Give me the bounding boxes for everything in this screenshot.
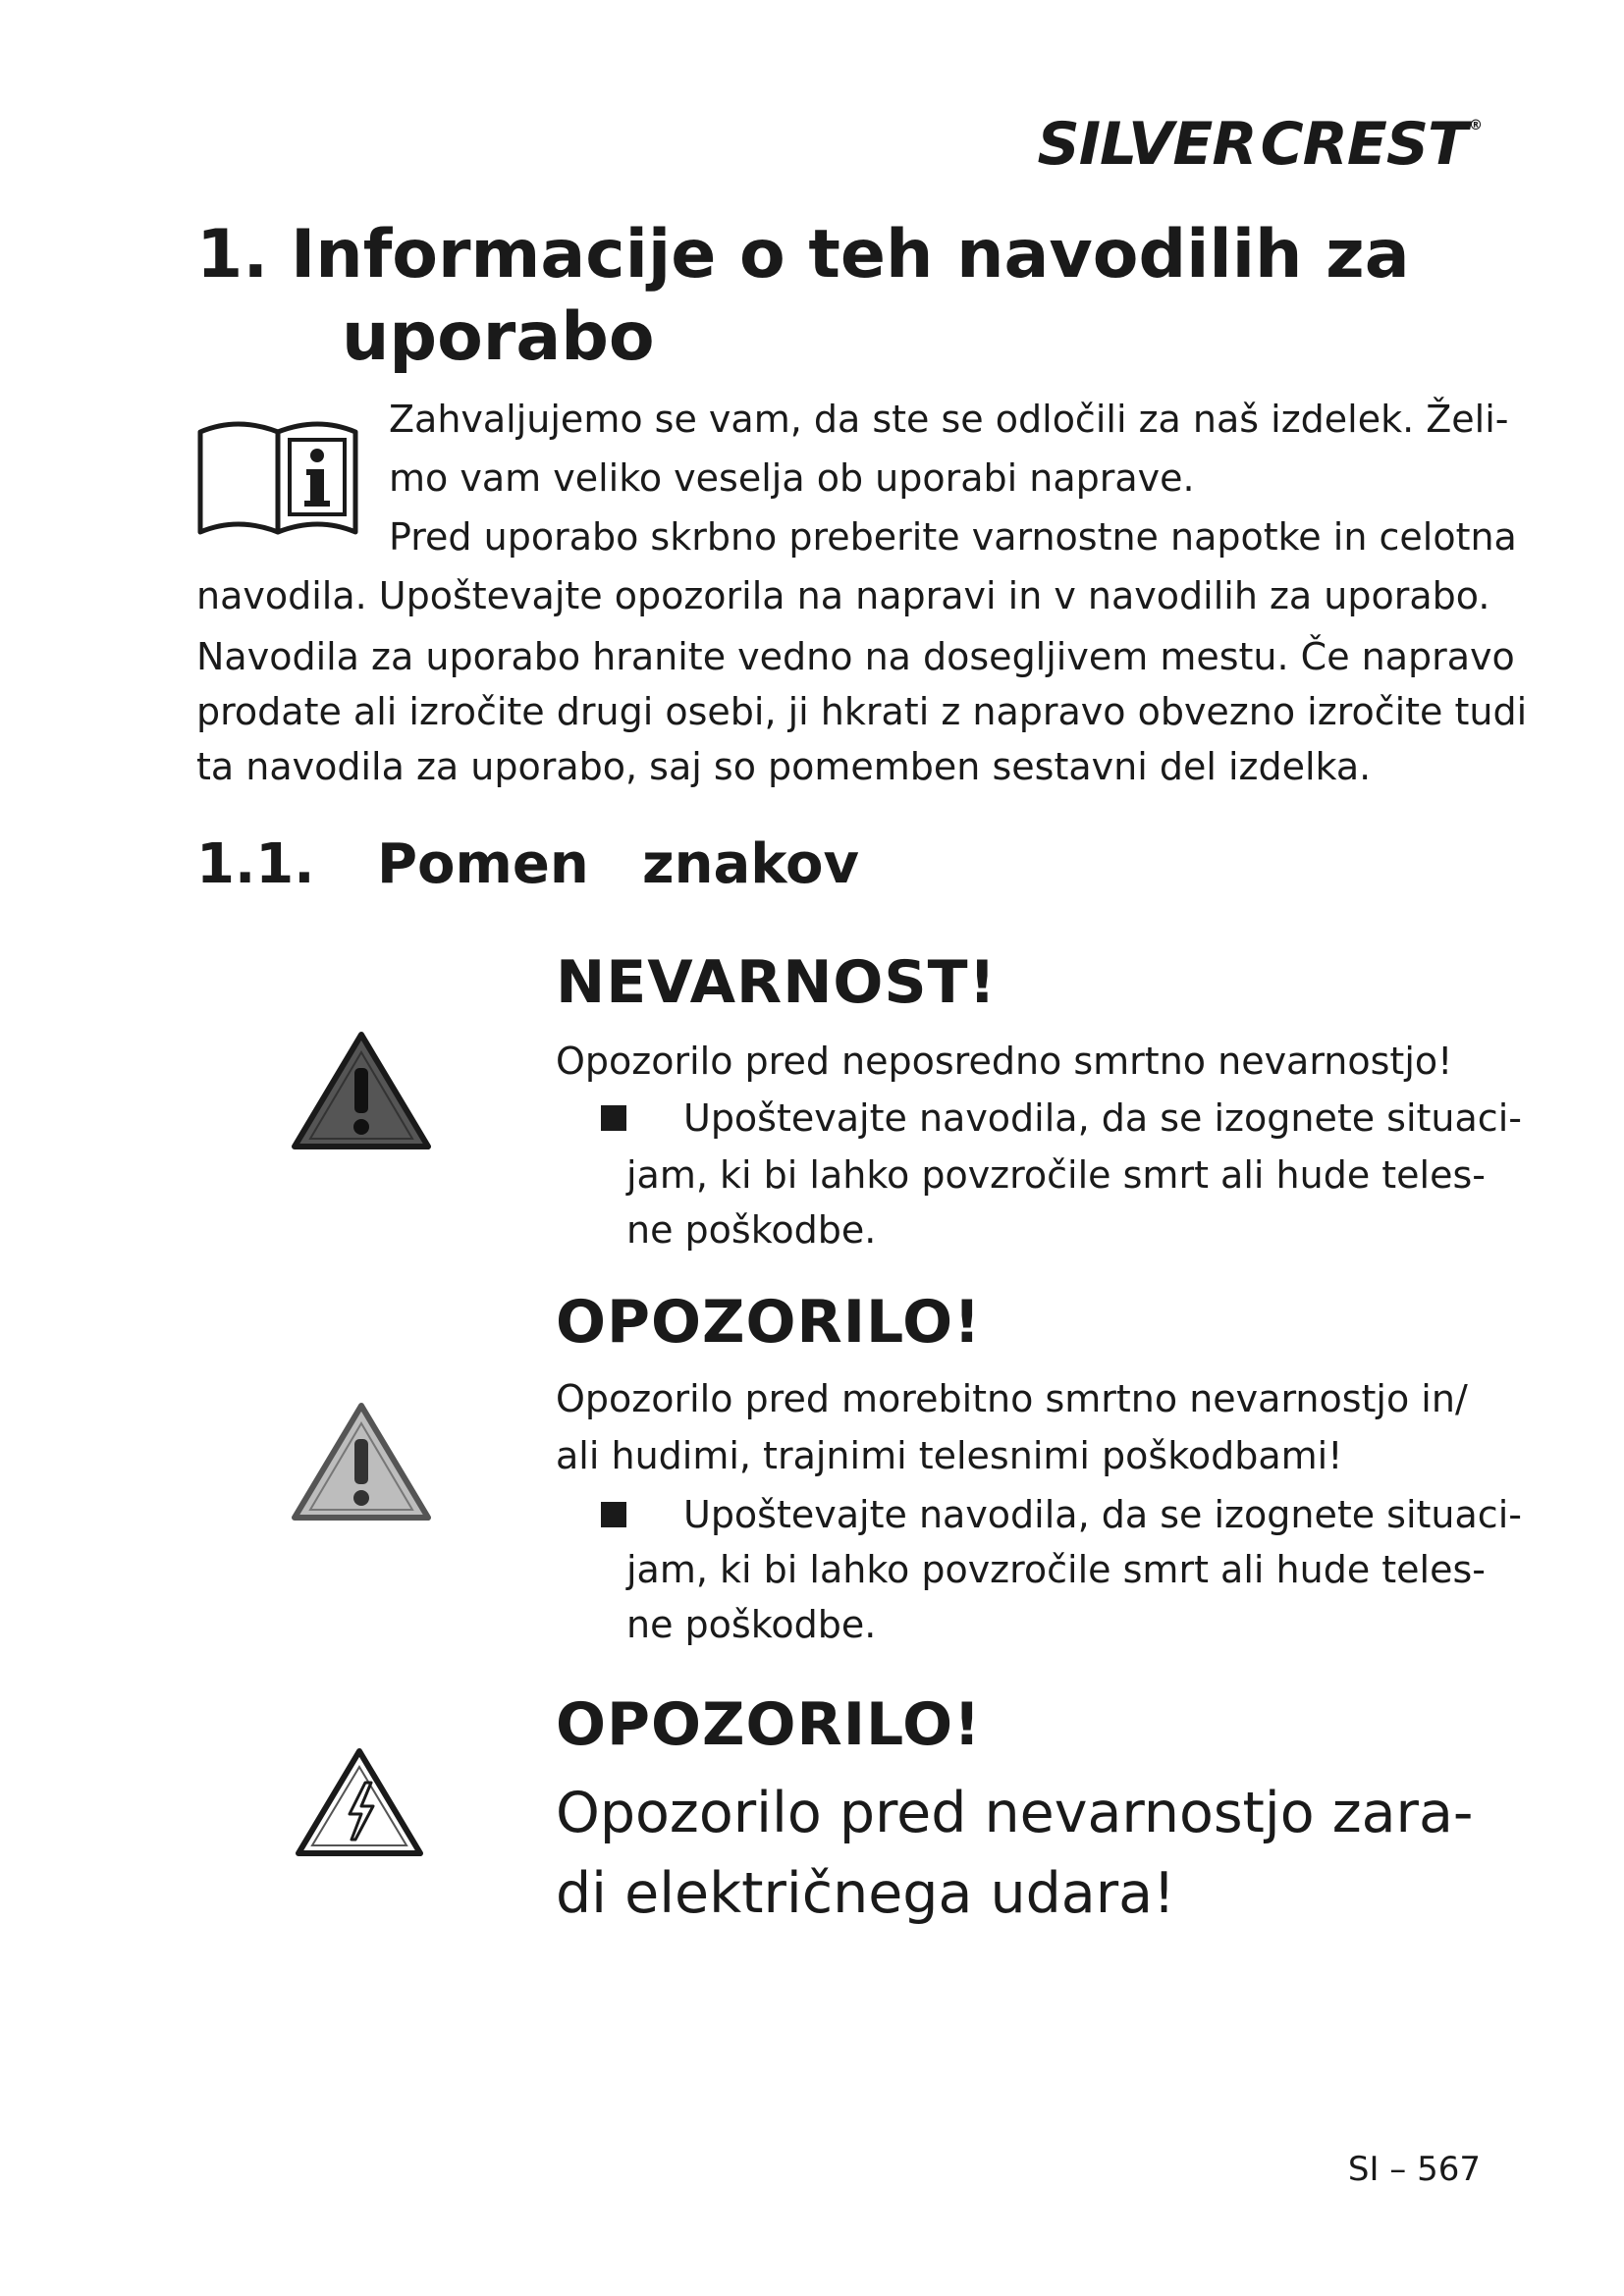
signal-danger-bullet-line-3: ne poškodbe. — [626, 1208, 877, 1252]
subsection-number: 1.1. — [196, 832, 315, 896]
intro-line-1: Zahvaljujemo se vam, da ste se odločili za naš izdelek. Želi- — [389, 398, 1509, 441]
section-title-line1: Informacije o teh navodilih za — [291, 216, 1410, 294]
page-number: SI – 567 — [1347, 2150, 1481, 2189]
section-heading — [196, 214, 1410, 379]
bullet-square-icon — [601, 1105, 626, 1131]
signal-electric-line-2: di električnega udara! — [556, 1861, 1175, 1926]
intro-line-2: mo vam veliko veselja ob uporabi naprave. — [389, 456, 1195, 500]
signal-warning-line-2: ali hudimi, trajnimi telesnimi poškodbami! — [556, 1434, 1343, 1477]
signal-title-danger: NEVARNOST! — [556, 948, 997, 1017]
brand-logo: SILVERCREST ® — [1037, 110, 1482, 179]
subsection-heading — [196, 832, 859, 896]
signal-danger-bullet-line-2: jam, ki bi lahko povzročile smrt ali hude teles- — [626, 1153, 1487, 1197]
signal-warning-bullet-line-2: jam, ki bi lahko povzročile smrt ali hude teles- — [626, 1548, 1487, 1591]
bullet-square-icon — [601, 1502, 626, 1527]
signal-title-electric-warning: OPOZORILO! — [556, 1690, 982, 1759]
intro-line-4: navodila. Upoštevajte opozorila na napravi in v navodilih za uporabo. — [196, 574, 1490, 617]
signal-electric-line-1: Opozorilo pred nevarnostjo zara- — [556, 1781, 1474, 1845]
intro-line-6: prodate ali izročite drugi osebi, ji hkrati z napravo obvezno izročite tudi — [196, 690, 1528, 733]
section-title-line2: uporabo — [342, 298, 655, 376]
intro-line-5: Navodila za uporabo hranite vedno na dosegljivem mestu. Če napravo — [196, 635, 1515, 678]
intro-line-3: Pred uporabo skrbno preberite varnostne napotke in celotna — [389, 515, 1517, 559]
warning-triangle-icon — [291, 1402, 432, 1522]
intro-line-7: ta navodila za uporabo, saj so pomemben sestavni del izdelka. — [196, 745, 1372, 788]
danger-warning-triangle-icon — [291, 1031, 432, 1150]
signal-warning-bullet-line-3: ne poškodbe. — [626, 1603, 877, 1646]
signal-warning-bullet-line-1: Upoštevajte navodila, da se izognete situaci- — [683, 1493, 1522, 1536]
signal-title-warning: OPOZORILO! — [556, 1288, 982, 1357]
electric-shock-triangle-icon — [295, 1747, 424, 1857]
signal-warning-line-1: Opozorilo pred morebitno smrtno nevarnostjo in/ — [556, 1377, 1468, 1420]
subsection-title-word1: Pomen — [377, 832, 589, 896]
subsection-title-word2: znakov — [642, 832, 859, 896]
registered-mark: ® — [1469, 118, 1482, 133]
section-number: 1. — [196, 216, 269, 294]
signal-danger-bullet-line-1: Upoštevajte navodila, da se izognete situaci- — [683, 1096, 1522, 1140]
book-info-icon — [196, 412, 359, 538]
signal-danger-line-1: Opozorilo pred neposredno smrtno nevarnostjo! — [556, 1040, 1453, 1083]
